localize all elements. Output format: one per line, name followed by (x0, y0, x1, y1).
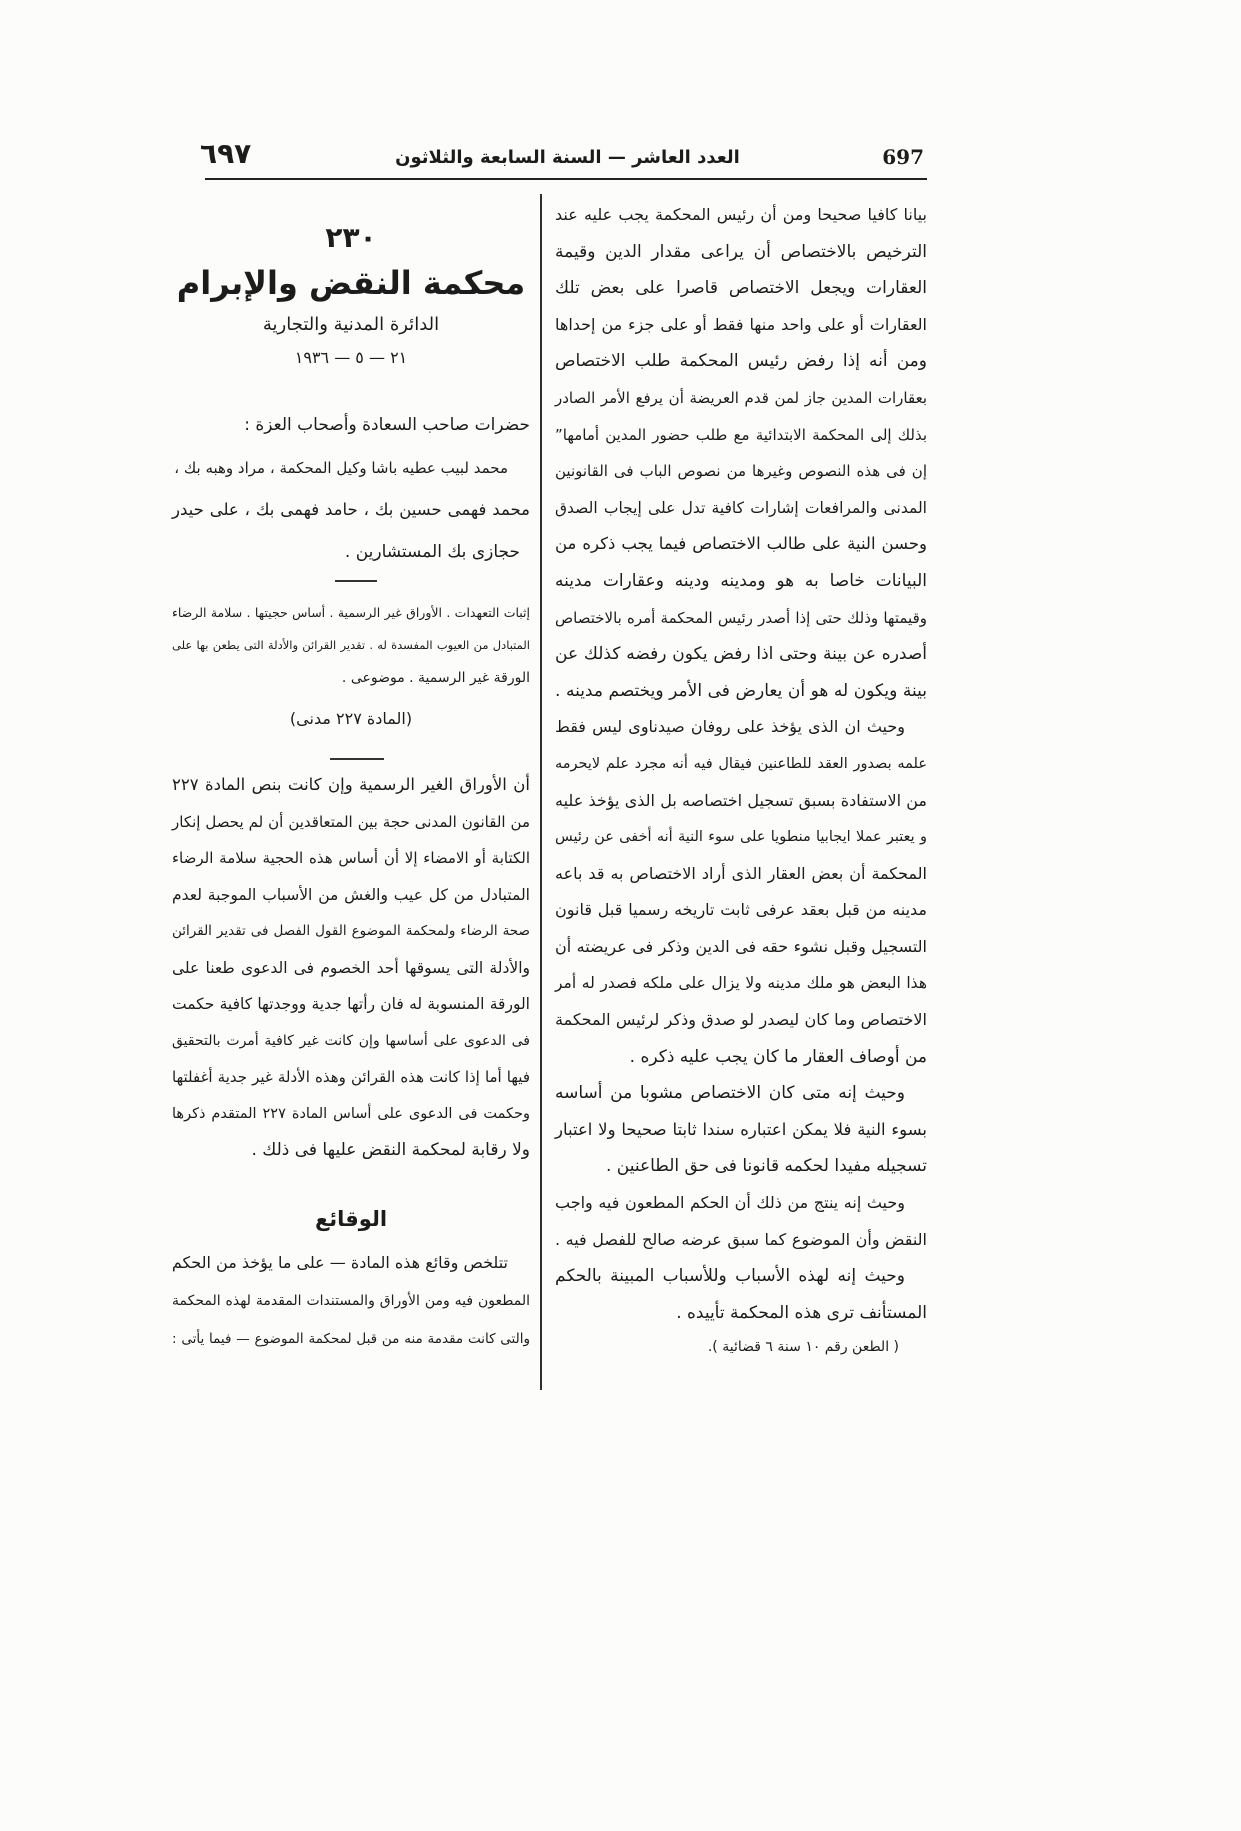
text-line: من الاستفادة بسبق تسجيل اختصاصه بل الذى يؤخذ عليه (555, 790, 927, 810)
summary-line: الورقة غير الرسمية . موضوعى . (341, 670, 530, 686)
text-line: تسجيله مفيدا لحكمه قانونا فى حق الطاعنين . (605, 1156, 927, 1177)
facts-line: المطعون فيه ومن الأوراق والمستندات المقدمة لهذه المحكمة (172, 1293, 530, 1309)
text-line: وقيمتها وذلك حتى إذا أصدر رئيس المحكمة أمره بالاختصاص (555, 608, 927, 627)
bench-line: محمد فهمى حسين بك ، حامد فهمى بك ، على حيدر (172, 500, 530, 519)
bench-line: محمد لبيب عطيه باشا وكيل المحكمة ، مراد وهبه بك ، (174, 459, 508, 477)
principle-line: ولا رقابة لمحكمة النقض عليها فى ذلك . (251, 1140, 530, 1160)
citation: ( الطعن رقم ١٠ سنة ٦ قضائية ). (707, 1339, 899, 1356)
text-line: مدينه من قبل بعقد عرفى ثابت تاريخه رسميا قبل قانون (555, 900, 927, 920)
principle-line: فيها أما إذا كانت هذه القرائن وهذه الأدلة غير جدية أغفلتها (172, 1068, 530, 1086)
bench-intro: حضرات صاحب السعادة وأصحاب العزة : (244, 415, 530, 435)
text-line: بذلك إلى المحكمة الابتدائية مع طلب حضور المدين أمامها” (555, 425, 927, 444)
text-line: إن فى هذه النصوص وغيرها من نصوص الباب فى القانونين (555, 462, 927, 481)
text-line: هذا البعض هو ملك مدينه ولا يزال على ملكه فصدر له أمر (555, 974, 927, 993)
text-line: بينة ويكون له هو أن يعارض فى الأمر ويختصم مدينه . (555, 680, 927, 701)
text-line: البيانات خاصا به هو ومدينه ودينه وعقارات مدينه (555, 570, 927, 591)
principle-line: صحة الرضاء ولمحكمة الموضوع القول الفصل فى تقدير القرائن (172, 923, 530, 939)
text-line: من أوصاف العقار ما كان يجب عليه ذكره . (629, 1046, 927, 1067)
text-line: العقارات ويجعل الاختصاص قاصرا على بعض تلك (555, 278, 927, 299)
divider (330, 758, 384, 760)
facts-line: تتلخص وقائع هذه المادة — على ما يؤخذ من الحكم (171, 1253, 508, 1272)
divider (335, 580, 377, 582)
bench-members (172, 447, 530, 573)
case-number: ٢٣٠ (325, 221, 377, 254)
legal-principle (172, 767, 530, 1169)
issue-title: العدد العاشر — السنة السابعة والثلاثون (395, 147, 740, 168)
circuit-name: الدائرة المدنية والتجارية (262, 314, 440, 335)
page-number-latin: 697 (882, 145, 924, 169)
principle-line: فى الدعوى على أساسها وإن كانت غير كافية أمرت بالتحقيق (172, 1032, 530, 1049)
facts-line: والتى كانت مقدمة منه من قبل لمحكمة الموضوع — فيما يأتى : (172, 1331, 530, 1347)
text-line: وحسن النية على طالب الاختصاص فيما يجب ذكره من (555, 534, 927, 554)
text-line: الترخيص بالاختصاص أن يراعى مقدار الدين وقيمة (555, 241, 927, 262)
judgment-date: ٢١ — ٥ — ١٩٣٦ (294, 348, 408, 367)
text-line: وحيث إنه لهذه الأسباب وللأسباب المبينة بالحكم (555, 1266, 905, 1287)
text-line: النقض وأن الموضوع كما سبق عرضه صالح للفصل فيه . (555, 1229, 927, 1249)
text-line: المدنى والمرافعات إشارات كافية تدل على إيجاب الصدق (555, 498, 927, 517)
text-line: المحكمة أن بعض العقار الذى أراد الاختصاص به قد باعه (555, 863, 927, 883)
principle-line: المتبادل من كل عيب والغش من الأسباب الموجبة لعدم (172, 885, 530, 904)
text-line: وحيث إنه ينتج من ذلك أن الحكم المطعون فيه واجب (555, 1193, 905, 1213)
text-line: بيانا كافيا صحيحا ومن أن رئيس المحكمة يجب عليه عند (555, 205, 927, 224)
text-line: علمه بصدور العقد للطاعنين فيقال فيه أنه مجرد علم لايحرمه (555, 755, 927, 772)
left-column (172, 0, 530, 1400)
headnote-summary (172, 596, 530, 695)
facts-heading: الوقائع (314, 1207, 388, 1231)
principle-line: الكتابة أو الامضاء إلا أن أساس هذه الحجية سلامة الرضاء (172, 849, 530, 867)
summary-line: إثبات التعهدات . الأوراق غير الرسمية . أساس حجيتها . سلامة الرضاء (172, 605, 530, 620)
principle-line: من القانون المدنى حجة بين المتعاقدين أن لم يحصل إنكار (172, 812, 530, 831)
article-reference: (المادة ٢٢٧ مدنى) (289, 709, 413, 728)
text-line: الاختصاص وما كان ليصدر لو صدق وذكر لرئيس المحكمة (555, 1010, 927, 1030)
text-line: بسوء النية فلا يمكن اعتباره سندا ثابتا صحيحا ولا اعتبار (555, 1119, 927, 1139)
text-line: بعقارات المدين جاز لمن قدم العريضة أن يرفع الأمر الصادر (555, 388, 927, 407)
text-line: ومن أنه إذا رفض رئيس المحكمة طلب الاختصاص (555, 351, 927, 372)
text-line: و يعتبر عملا ايجابيا منطويا على سوء النية أنه أخفى عن رئيس (555, 829, 927, 846)
facts-section (172, 1244, 530, 1358)
text-line: أصدره عن بينة وحتى اذا رفض يكون رفضه كذلك عن (555, 644, 927, 665)
principle-line: الورقة المنسوبة له فان رأتها جدية ووجدتها كافية حكمت (172, 995, 530, 1013)
court-name: محكمة النقض والإبرام (176, 264, 526, 302)
principle-line: والأدلة التى يسوقها أحد الخصوم فى الدعوى طعنا على (172, 958, 530, 977)
page-number-arabic: ٦٩٧ (200, 137, 252, 170)
text-line: وحيث إنه متى كان الاختصاص مشوبا من أساسه (555, 1083, 905, 1104)
text-line: المستأنف ترى هذه المحكمة تأييده . (676, 1302, 927, 1323)
text-line: العقارات أو على واحد منها فقط أو على جزء من إحداها (555, 314, 927, 334)
text-line: التسجيل وقبل نشوء حقه فى الدين وذكر فى عريضته أن (555, 936, 927, 956)
text-line: وحيث ان الذى يؤخذ على روفان صيدناوى ليس فقط (555, 717, 905, 737)
column-divider (540, 194, 542, 1390)
right-column (555, 197, 927, 1363)
principle-line: أن الأوراق الغير الرسمية وإن كانت بنص المادة ٢٢٧ (172, 775, 530, 794)
principle-line: وحكمت فى الدعوى على أساس المادة ٢٢٧ المتقدم ذكرها (172, 1105, 530, 1122)
bench-line: حجازى بك المستشارين . (344, 542, 520, 562)
summary-line: المتبادل من العيوب المفسدة له . تقدير القرائن والأدلة التى يطعن بها على (172, 638, 530, 652)
